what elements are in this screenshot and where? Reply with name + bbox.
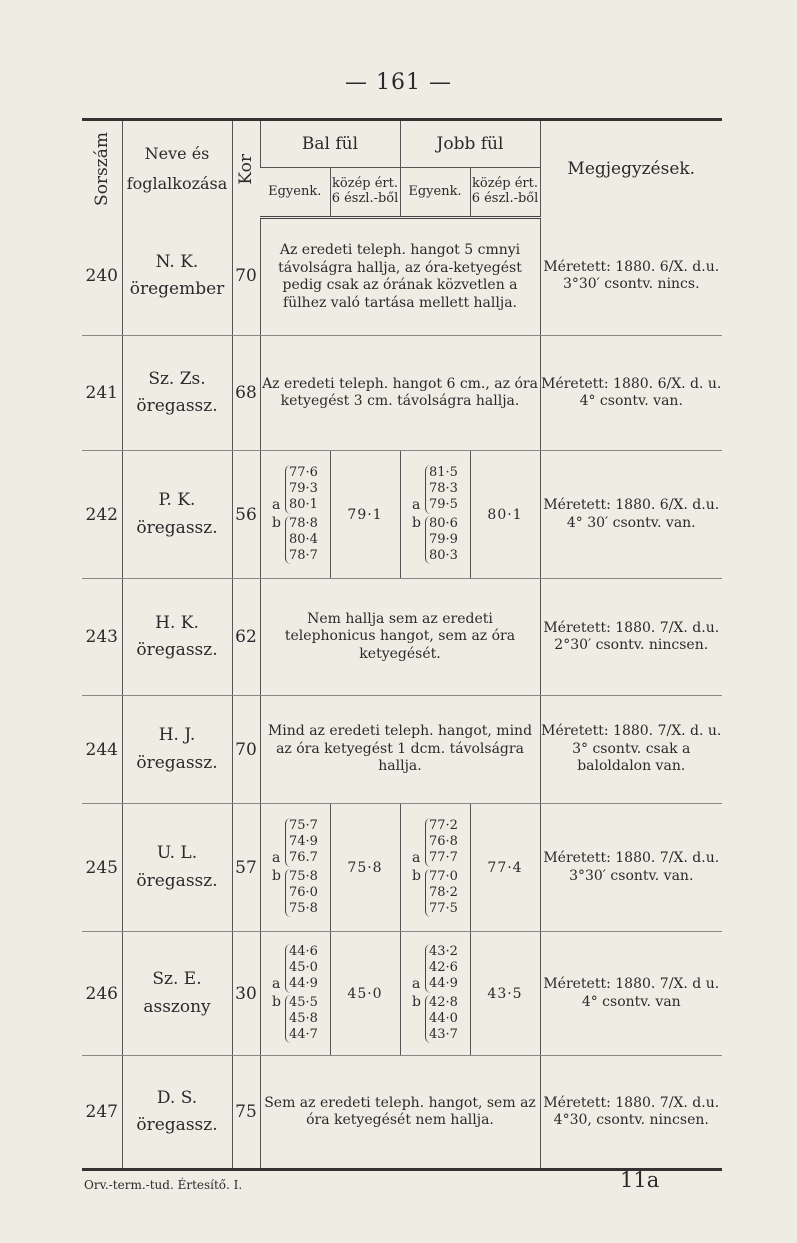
left-ear-average: 45·0: [330, 932, 400, 1056]
left-ear-average: 75·8: [330, 804, 400, 932]
person-occupation: öregassz.: [136, 752, 218, 773]
table-row: [82, 451, 722, 579]
row-person: [122, 218, 232, 336]
row-description: Mind az eredeti teleph. hangot, mind az óra ketyegést 1 dcm. távolságra hallja.: [260, 696, 540, 804]
right-ear-average: 43·5: [470, 932, 540, 1056]
row-description: Az eredeti teleph. hangot 5 cmnyi távolságra hallja, az óra-ketyegést pedig csak az órának közvetlen a fülhez való tartása mellett hallja.: [260, 218, 540, 336]
table-row: [82, 932, 722, 1056]
table-row: [82, 804, 722, 932]
header-neve: Neve és: [144, 143, 210, 163]
row-age: 75: [232, 1056, 260, 1170]
reading-a: 76.7: [289, 850, 318, 866]
table-row: [82, 579, 722, 696]
row-person: [122, 696, 232, 804]
reading-a: 79·3: [289, 481, 318, 497]
header-kor: Kor: [232, 120, 260, 218]
header-megjegyzesek: Megjegyzések.: [540, 120, 722, 218]
reading-b: 43·7: [429, 1026, 458, 1042]
right-ear-average: 77·4: [470, 804, 540, 932]
person-occupation: öregassz.: [136, 517, 218, 538]
row-age: 57: [232, 804, 260, 932]
left-ear-measurements: a b 75·7 74·9 76.7 75·8 76·0 75·8: [260, 804, 330, 932]
reading-a: 77·7: [429, 850, 458, 866]
left-ear-measurements: a b 77·6 79·3 80·1 78·8 80·4 78·7: [260, 451, 330, 579]
row-note: Méretett: 1880. 6/X. d.u. 3°30′ csontv. nincs.: [540, 218, 722, 336]
person-initials: U. L.: [156, 843, 198, 864]
row-number: 241: [82, 336, 122, 451]
row-number: 246: [82, 932, 122, 1056]
reading-b: 44·0: [429, 1010, 458, 1026]
row-note: Méretett: 1880. 6/X. d. u. 4° csontv. van.: [540, 336, 722, 451]
reading-a: 80·1: [289, 497, 318, 513]
header-bal-egyenk: Egyenk.: [260, 168, 330, 218]
right-ear-measurements: a b 81·5 78·3 79·5 80·6 79·9 80·3: [400, 451, 470, 579]
reading-a: 45·0: [289, 960, 318, 976]
reading-b: 75·8: [289, 868, 318, 884]
reading-b: 42·8: [429, 994, 458, 1010]
reading-b: 80·4: [289, 531, 318, 547]
left-ear-average: 79·1: [330, 451, 400, 579]
reading-b: 78·8: [289, 515, 318, 531]
row-number: 242: [82, 451, 122, 579]
reading-b: 75·8: [289, 900, 318, 916]
reading-a: 42·6: [429, 960, 458, 976]
hearing-test-table: [82, 118, 722, 1171]
person-initials: H. K.: [155, 612, 199, 633]
reading-a: 74·9: [289, 834, 318, 850]
table-row: [82, 218, 722, 336]
reading-a: 76·8: [429, 834, 458, 850]
footer-signature: 11a: [620, 1168, 660, 1192]
person-initials: D. S.: [156, 1087, 198, 1108]
row-person: [122, 932, 232, 1056]
row-person: [122, 336, 232, 451]
row-note: Méretett: 1880. 7/X. d. u. 3° csontv. csak a baloldalon van.: [540, 696, 722, 804]
person-initials: Sz. Zs.: [148, 368, 206, 389]
footer-journal: Orv.-term.-tud. Értesítő. I.: [84, 1178, 243, 1192]
reading-a: 77·2: [429, 818, 458, 834]
reading-b: 77·0: [429, 868, 458, 884]
reading-a: 75·7: [289, 818, 318, 834]
row-description: Az eredeti teleph. hangot 6 cm., az óra ketyegést 3 cm. távolságra hallja.: [260, 336, 540, 451]
person-occupation: öregassz.: [136, 1115, 218, 1135]
reading-a: 44·9: [289, 976, 318, 992]
person-occupation: öregassz.: [136, 640, 218, 660]
row-description: Nem hallja sem az eredeti telephonicus hangot, sem az óra ketyegését.: [260, 579, 540, 696]
right-ear-average: 80·1: [470, 451, 540, 579]
table-row: [82, 696, 722, 804]
row-number: 245: [82, 804, 122, 932]
person-initials: P. K.: [158, 490, 196, 511]
reading-b: 78·7: [289, 547, 318, 563]
reading-a: 81·5: [429, 465, 458, 481]
row-number: 243: [82, 579, 122, 696]
header-bal-kozep: közép ért. 6 észl.-ből: [330, 168, 400, 218]
row-note: Méretett: 1880. 7/X. d.u. 2°30′ csontv. nincsen.: [540, 579, 722, 696]
person-occupation: öregassz.: [136, 870, 218, 891]
row-person: [122, 804, 232, 932]
row-number: 244: [82, 696, 122, 804]
row-note: Méretett: 1880. 7/X. d.u. 4°30, csontv. nincsen.: [540, 1056, 722, 1170]
person-initials: H. J.: [158, 725, 196, 746]
reading-b: 80·6: [429, 515, 458, 531]
left-ear-measurements: a b 44·6 45·0 44·9 45·5 45·8 44·7: [260, 932, 330, 1056]
table-row: [82, 1056, 722, 1170]
person-occupation: asszony: [143, 996, 211, 1017]
reading-a: 79·5: [429, 497, 458, 513]
reading-b: 77·5: [429, 900, 458, 916]
row-person: [122, 1056, 232, 1170]
reading-b: 76·0: [289, 884, 318, 900]
reading-a: 78·3: [429, 481, 458, 497]
row-age: 70: [232, 218, 260, 336]
row-note: Méretett: 1880. 7/X. d.u. 3°30′ csontv. van.: [540, 804, 722, 932]
reading-b: 79·9: [429, 531, 458, 547]
row-description: Sem az eredeti teleph. hangot, sem az óra ketyegését nem hallja.: [260, 1056, 540, 1170]
row-age: 30: [232, 932, 260, 1056]
row-person: [122, 579, 232, 696]
row-note: Méretett: 1880. 7/X. d u. 4° csontv. van: [540, 932, 722, 1056]
person-occupation: öregember: [129, 279, 225, 300]
row-number: 247: [85, 1102, 118, 1122]
reading-a: 44·6: [289, 944, 318, 960]
row-age: 62: [232, 579, 260, 696]
header-jobb-kozep: közép ért. 6 észl.-ből: [470, 168, 540, 218]
header-foglalkozasa: foglalkozása: [126, 174, 228, 194]
header-jobb-egyenk: Egyenk.: [400, 168, 470, 218]
reading-b: 80·3: [429, 547, 458, 563]
reading-a: 43·2: [429, 944, 458, 960]
right-ear-measurements: a b 77·2 76·8 77·7 77·0 78·2 77·5: [400, 804, 470, 932]
person-initials: N. K.: [155, 252, 199, 273]
header-sorszam: Sorszám: [91, 132, 112, 207]
table-row: [82, 336, 722, 451]
person-initials: Sz. E.: [152, 969, 202, 990]
row-note: Méretett: 1880. 6/X. d.u. 4° 30′ csontv. van.: [540, 451, 722, 579]
page-number: — 161 —: [345, 70, 452, 95]
reading-b: 44·7: [289, 1026, 318, 1042]
row-number: 240: [82, 218, 122, 336]
header-bal-ful: Bal fül: [260, 120, 400, 168]
right-ear-measurements: a b 43·2 42·6 44·9 42·8 44·0 43·7: [400, 932, 470, 1056]
reading-b: 45·5: [289, 994, 318, 1010]
row-age: 68: [232, 336, 260, 451]
row-age: 56: [232, 451, 260, 579]
row-age: 70: [232, 696, 260, 804]
person-occupation: öregassz.: [136, 396, 218, 416]
row-person: [122, 451, 232, 579]
reading-a: 44·9: [429, 976, 458, 992]
header-name-occupation: [122, 120, 232, 218]
header-jobb-ful: Jobb fül: [400, 120, 540, 168]
reading-a: 77·6: [289, 465, 318, 481]
reading-b: 78·2: [429, 884, 458, 900]
reading-b: 45·8: [289, 1010, 318, 1026]
